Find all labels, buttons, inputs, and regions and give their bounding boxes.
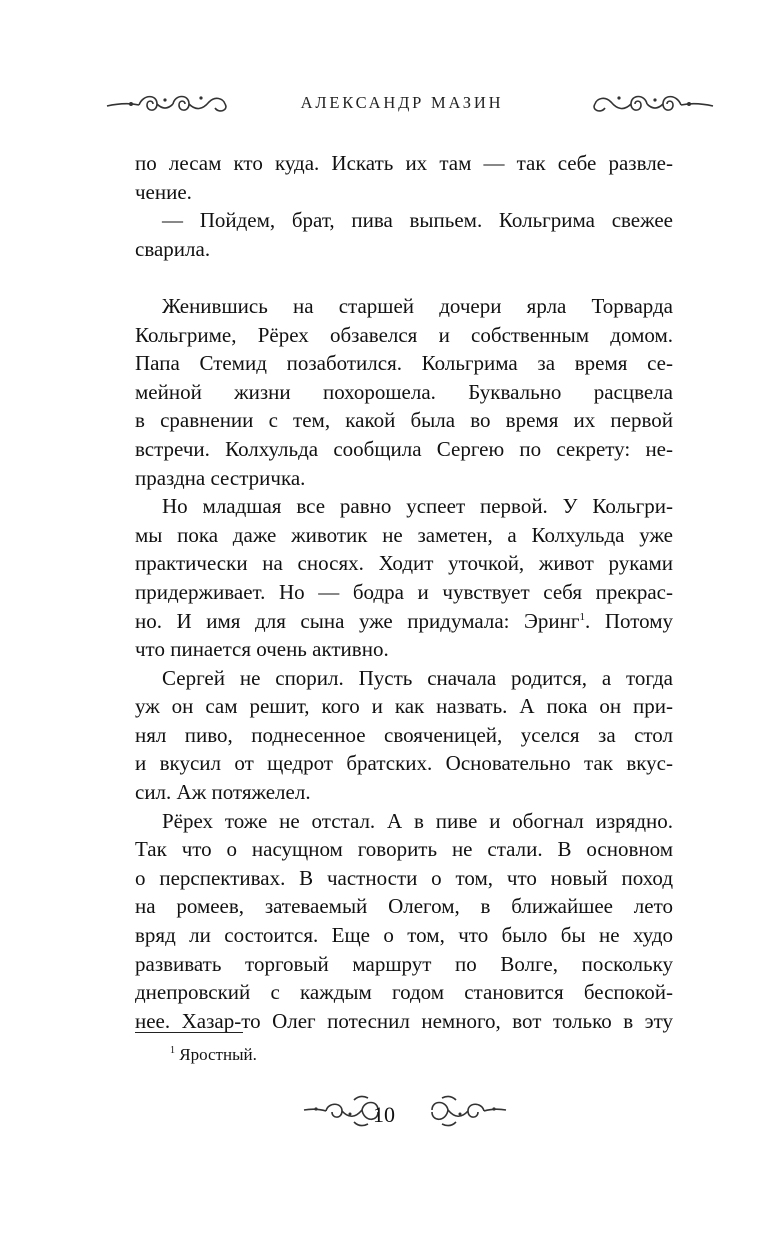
text-line: Рёрех тоже не отстал. А в пиве и обогнал изрядно.	[162, 808, 673, 833]
text-line: вряд ли состоится. Еще о том, что было бы не худо	[135, 923, 673, 948]
page-number: 10	[373, 1102, 395, 1127]
body-text	[135, 149, 673, 1035]
text-line: сварила.	[135, 236, 211, 261]
paragraph-6	[135, 807, 673, 1036]
text-line: днепровский с каждым годом становится беспокой-	[135, 980, 673, 1005]
text-line: нял пиво, поднесенное свояченицей, уселся за стол	[135, 722, 673, 747]
footnote-marker[interactable]: 1	[579, 610, 585, 623]
text-line: сил. Аж потяжелел.	[135, 780, 311, 805]
running-title: АЛЕКСАНДР МАЗИН	[300, 93, 504, 112]
text-line: встречи. Колхульда сообщила Сергею по секрету: не-	[135, 436, 673, 461]
footnote	[170, 1045, 257, 1065]
text-line: Так что о насущном говорить не стали. В основном	[135, 837, 673, 862]
text-line: придерживает. Но — бодра и чувствует себя прекрас-	[135, 579, 673, 604]
paragraph-4	[135, 492, 673, 664]
footnote-divider	[135, 1032, 243, 1033]
running-header	[0, 82, 768, 132]
flourish-ornament-icon	[590, 88, 715, 118]
text-line: Сергей не спорил. Пусть сначала родится, а тогда	[162, 665, 673, 690]
footnote-text: Яростный.	[179, 1045, 257, 1064]
text-line: в сравнении с тем, какой была во время их первой	[135, 408, 673, 433]
flourish-ornament-icon	[428, 1092, 508, 1132]
paragraph-5	[135, 664, 673, 807]
text-fragment: но. И имя для сына уже придумала: Эринг	[135, 608, 580, 633]
paragraph-2	[135, 206, 673, 263]
text-line	[135, 607, 673, 636]
text-line: и вкусил от щедрот братских. Основательно так вкус-	[135, 751, 673, 776]
text-line: чение.	[135, 179, 192, 204]
text-line: Папа Стемид позаботился. Кольгрима за время се-	[135, 351, 673, 376]
page-footer	[0, 1092, 768, 1142]
text-line: Но младшая все равно успеет первой. У Кольгри-	[162, 494, 673, 519]
text-line: мейной жизни похорошела. Буквально расцвела	[135, 379, 673, 404]
text-line: мы пока даже животик не заметен, а Колхульда уже	[135, 522, 673, 547]
text-line: уж он сам решит, кого и как назвать. А пока он при-	[135, 694, 673, 719]
text-line: практически на сносях. Ходит уточкой, живот руками	[135, 551, 673, 576]
text-line: о перспективах. В частности о том, что новый поход	[135, 865, 673, 890]
text-line: — Пойдем, брат, пива выпьем. Кольгрима свежее	[162, 208, 673, 233]
text-fragment: . Потому	[585, 608, 673, 633]
paragraph-1	[135, 149, 673, 206]
text-line: Кольгриме, Рёрех обзавелся и собственным домом.	[135, 322, 673, 347]
text-line: развивать торговый маршрут по Волге, поскольку	[135, 951, 673, 976]
footnote-number: 1	[170, 1045, 175, 1056]
text-line: нее. Хазар-то Олег потеснил немного, вот только в эту	[135, 1008, 673, 1033]
text-line: Женившись на старшей дочери ярла Торварда	[162, 293, 673, 318]
paragraph-3	[135, 292, 673, 492]
text-line: на ромеев, затеваемый Олегом, в ближайшее лето	[135, 894, 673, 919]
text-line: что пинается очень активно.	[135, 637, 389, 662]
text-line: праздна сестричка.	[135, 465, 306, 490]
text-line: по лесам кто куда. Искать их там — так себе развле-	[135, 151, 673, 175]
